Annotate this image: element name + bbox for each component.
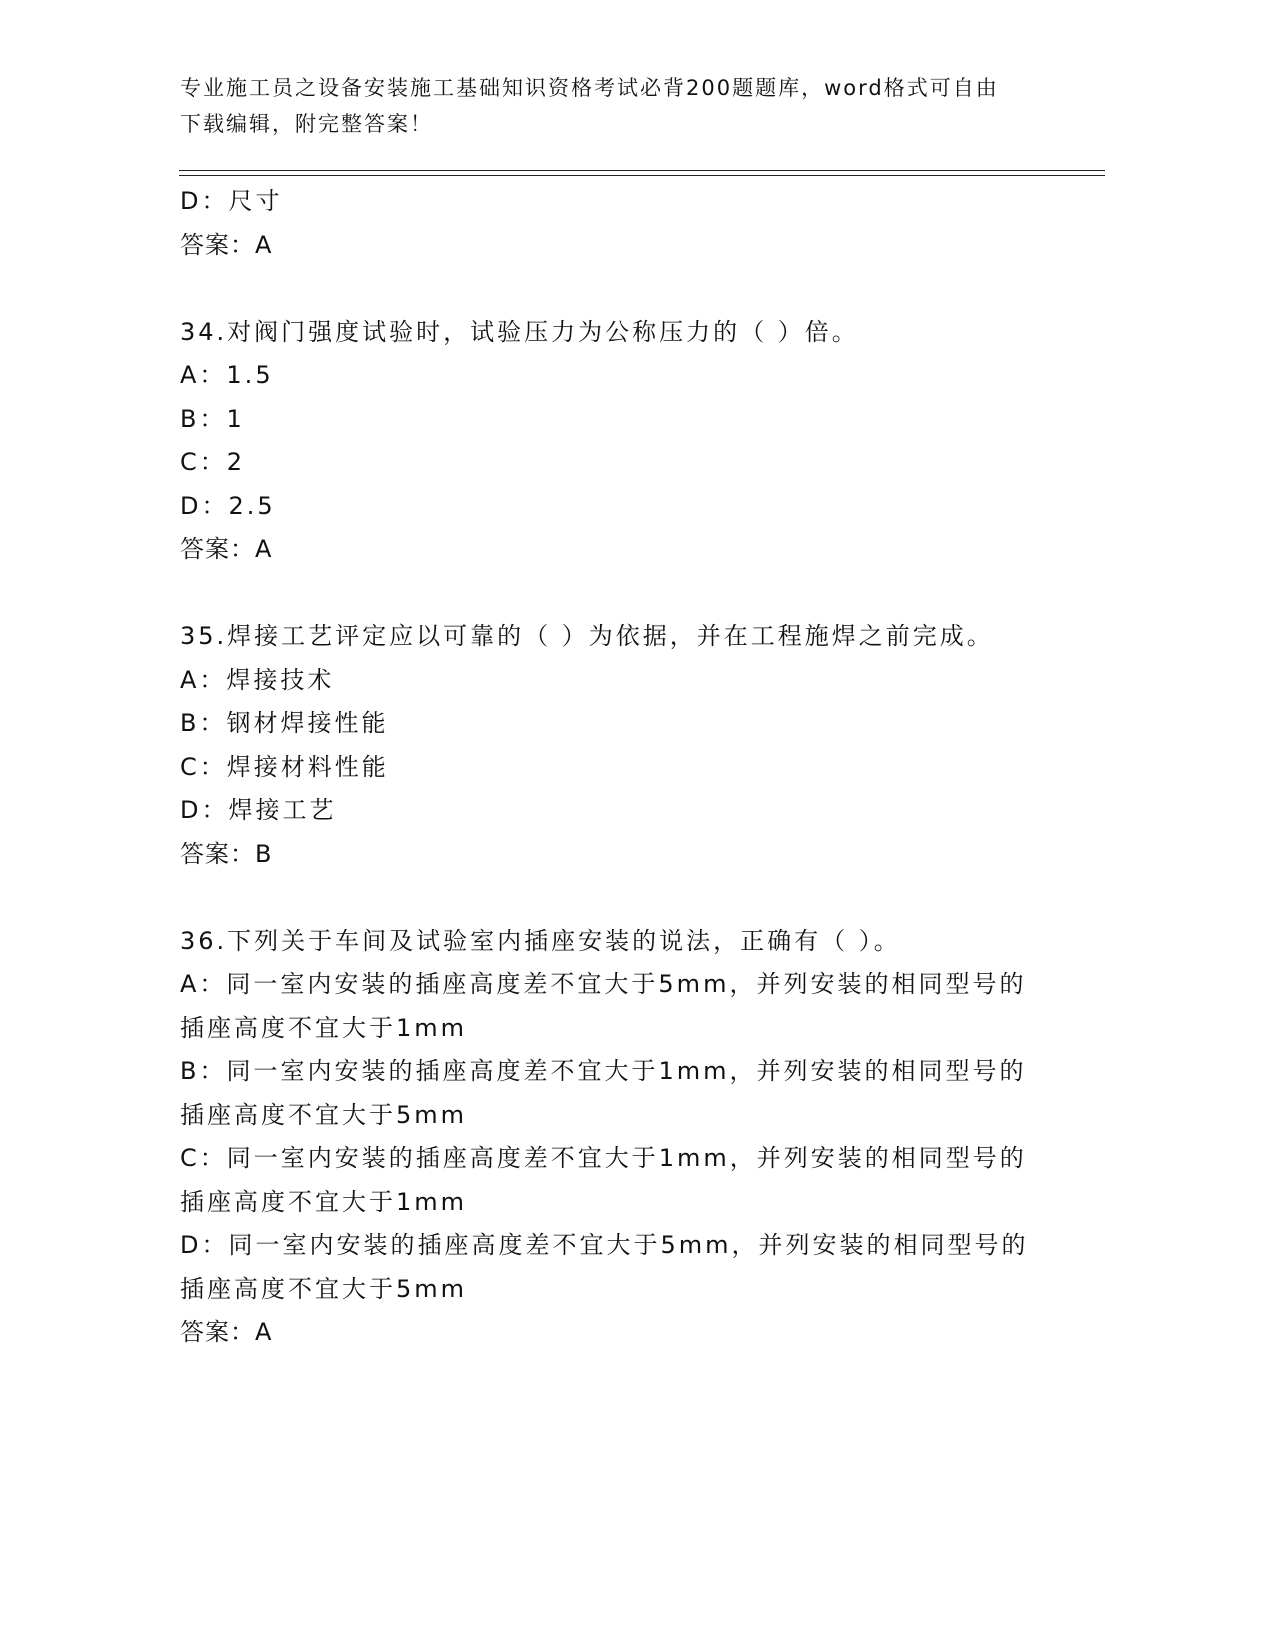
question-36 [180, 920, 1060, 1355]
header-divider-top [179, 170, 1105, 171]
option-d: D：2.5 [180, 491, 276, 520]
option-d: D：焊接工艺 [180, 796, 337, 824]
option-b: B：钢材焊接性能 [180, 709, 389, 737]
option-b-continued: 插座高度不宜大于5mm [180, 1100, 468, 1129]
question-list [180, 180, 1060, 1355]
prev-answer: 答案：A [180, 230, 273, 259]
option-a: A：1.5 [180, 361, 274, 389]
document-header [180, 70, 1060, 142]
option-c: C：2 [180, 448, 246, 476]
option-c: C：同一室内安装的插座高度差不宜大于1mm，并列安装的相同型号的 [180, 1144, 1027, 1172]
question-35 [180, 615, 1060, 876]
header-line-1: 专业施工员之设备安装施工基础知识资格考试必背200题题库，word格式可自由 [180, 76, 999, 100]
option-c-continued: 插座高度不宜大于1mm [180, 1187, 468, 1216]
question-answer: 答案：B [180, 839, 273, 868]
option-d: D：同一室内安装的插座高度差不宜大于5mm，并列安装的相同型号的 [180, 1231, 1029, 1259]
spacer [180, 267, 1060, 311]
spacer [180, 876, 1060, 920]
question-34 [180, 311, 1060, 572]
option-a: A：同一室内安装的插座高度差不宜大于5mm，并列安装的相同型号的 [180, 970, 1027, 998]
question-stem: 36.下列关于车间及试验室内插座安装的说法，正确有（ ）。 [180, 926, 901, 955]
header-divider-bottom [179, 175, 1105, 176]
question-answer: 答案：A [180, 1318, 273, 1346]
option-a: A：焊接技术 [180, 665, 335, 694]
question-stem: 35.焊接工艺评定应以可靠的（ ）为依据，并在工程施焊之前完成。 [180, 622, 994, 650]
option-b: B：1 [180, 404, 245, 433]
option-d-continued: 插座高度不宜大于5mm [180, 1274, 468, 1303]
option-c: C：焊接材料性能 [180, 752, 389, 781]
question-stem: 34.对阀门强度试验时，试验压力为公称压力的（ ）倍。 [180, 317, 859, 346]
prev-option-d: D：尺寸 [180, 187, 283, 215]
question-answer: 答案：A [180, 535, 273, 563]
option-b: B：同一室内安装的插座高度差不宜大于1mm，并列安装的相同型号的 [180, 1057, 1027, 1085]
header-line-2: 下载编辑，附完整答案！ [180, 112, 433, 136]
option-a-continued: 插座高度不宜大于1mm [180, 1013, 468, 1042]
spacer [180, 572, 1060, 616]
